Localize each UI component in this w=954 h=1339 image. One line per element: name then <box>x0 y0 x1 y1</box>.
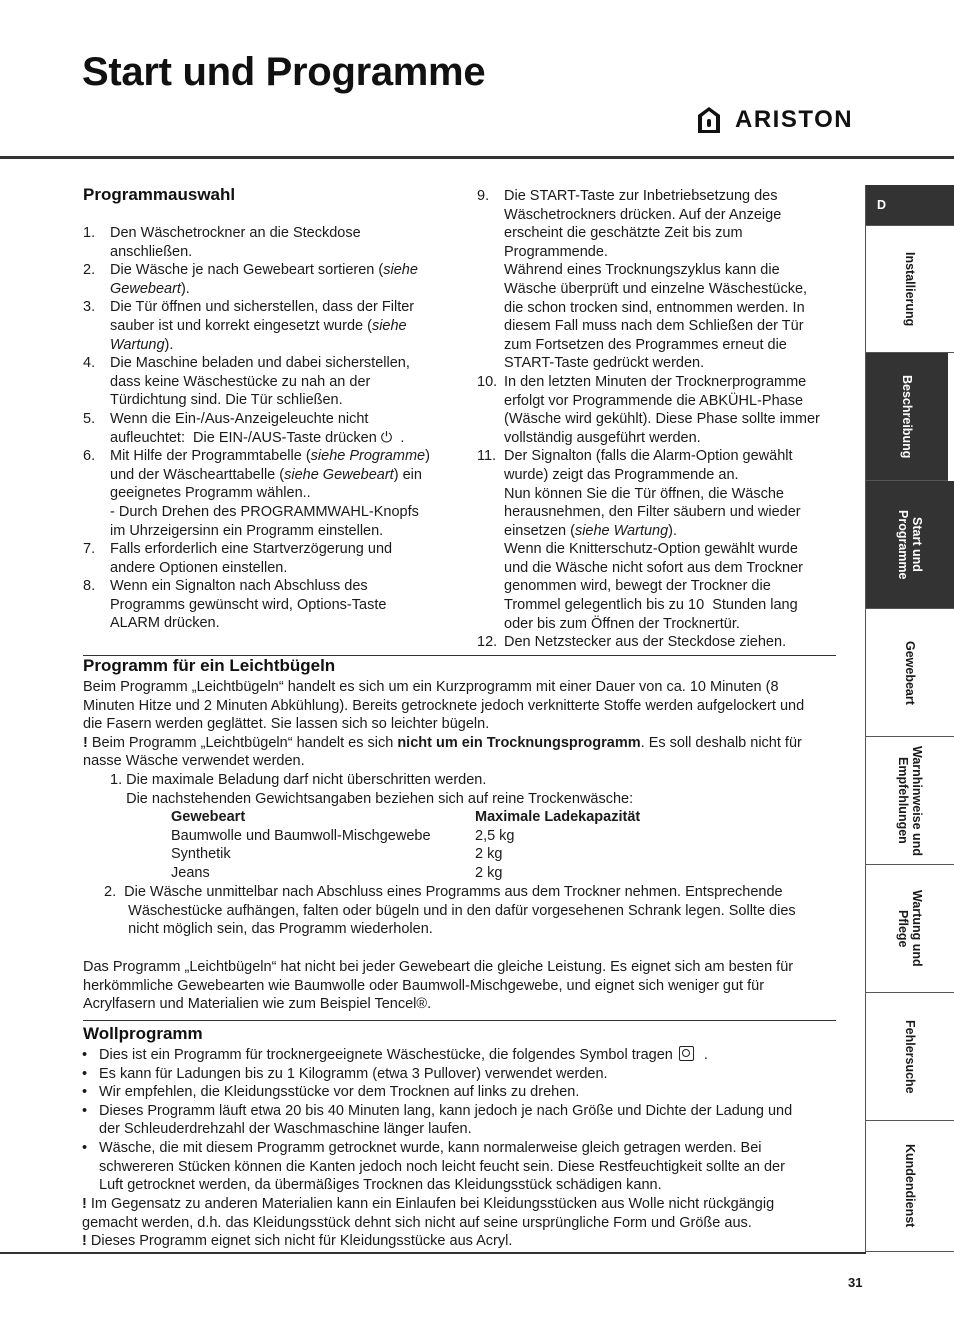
table-cell: Baumwolle und Baumwoll-Mischgewebe <box>171 827 431 844</box>
chapter-tab-label: Warnhinweise und Empfehlungen <box>896 745 924 856</box>
list-item <box>477 447 847 633</box>
table-cell: 2 kg <box>475 846 503 863</box>
chapter-tab[interactable] <box>866 185 954 226</box>
list-item-text: Die START-Taste zur Inbetriebsetzung des Wäschetrockners drücken. Auf der Anzeige erscheint die geschätzte Zeit bis zum Programmende. Während eines Trocknungszyklus kann die Wäsche überprüft und einzelne Wäschestücke, die schon trocken sind, entnommen werden. In diesem Fall muss nach dem Schließen der Tür zum Fortsetzen des Programmes erneut die START-Taste gedrückt werden. <box>504 188 808 372</box>
list-item <box>83 354 463 410</box>
list-item-number: 3. <box>83 299 96 316</box>
list-item-text: Den Wäschetrockner an die Steckdose anschließen. <box>110 225 361 260</box>
table-cell: 2 kg <box>475 864 503 881</box>
leichtbuegeln-intro: Beim Programm „Leichtbügeln“ handelt es sich um ein Kurzprogramm mit einer Dauer von ca. 10 Minuten (8 Minuten Hitze und 2 Minuten Abkühlung). Bereits getrocknete jedoch verknitterte Stoffe werden aufgelockert und die Fasern werden geglättet. Sie lassen sich so leichter bügeln. ! Beim Programm „Leichtbügeln“ handelt es sich nicht um ein Trocknungsprogramm. Es soll deshalb nicht für nasse Wäsche verwendet werden. <box>83 679 805 770</box>
table-cell: Jeans <box>171 864 210 881</box>
page-number: 31 <box>848 1275 863 1290</box>
list-item <box>477 373 847 447</box>
list-item <box>83 540 463 577</box>
section-heading-programmauswahl: Programmauswahl <box>83 185 236 204</box>
chapter-tab-label: Beschreibung <box>900 374 914 459</box>
list-item: • Wäsche, die mit diesem Programm getrocknet wurde, kann normalerweise gleich getragen werden. Bei schwereren Stücken können die Kanten jedoch noch leicht feucht sein. Diese Restfeuchtigkeit sollte an der Luft getrocknet werden, da übermäßiges Trocknen das Kleidungsstück schädigen kann. <box>82 1139 842 1195</box>
chapter-tab[interactable] <box>866 353 948 481</box>
list-item: • Dieses Programm läuft etwa 20 bis 40 Minuten lang, kann jedoch je nach Größe und Dichte der Ladung und der Schleuderdrehzahl der Waschmaschine länger laufen. <box>82 1102 842 1139</box>
list-item: • Dies ist ein Programm für trocknergeeignete Wäschestücke, die folgendes Symbol tragen . <box>82 1046 842 1065</box>
section-heading-wollprogramm: Wollprogramm <box>83 1024 203 1043</box>
chapter-tab[interactable] <box>866 226 954 353</box>
list-item <box>83 261 463 298</box>
list-item-number: 5. <box>83 410 96 427</box>
steps-right-list <box>477 187 847 652</box>
leichtbuegeln-point-2: 2. Die Wäsche unmittelbar nach Abschluss eines Programms aus dem Trockner nehmen. Entsprechende Wäschestücke aufhängen, falten oder bügeln und in den dafür vorgesehenen Schrank legen. Sollte dies nicht möglich sein, das Programm wiederholen. <box>104 884 796 938</box>
table-header-cell: Gewebeart <box>171 809 246 825</box>
section-divider <box>83 1020 836 1021</box>
list-item <box>83 410 463 447</box>
list-item-number: 7. <box>83 541 96 558</box>
chapter-tab-label: Installierung <box>903 251 917 327</box>
chapter-tab-label: Start und Programme <box>896 509 924 580</box>
list-item-text: Wenn ein Signalton nach Abschluss des Programms gewünscht wird, Options-Taste ALARM drücken. <box>110 578 387 632</box>
ariston-logo <box>697 106 853 134</box>
list-item <box>83 447 463 540</box>
chapter-tab-label: D <box>877 198 887 212</box>
list-item-text: Die Wäsche je nach Gewebeart sortieren (siehe Gewebeart). <box>110 262 418 297</box>
tumble-dry-symbol-icon <box>679 1046 694 1061</box>
list-item-text: Die Tür öffnen und sicherstellen, dass der Filter sauber ist und korrekt eingesetzt wurde (siehe Wartung). <box>110 299 415 353</box>
list-item <box>477 187 847 373</box>
chapter-tab-label: Fehlersuche <box>903 1019 917 1094</box>
wollprogramm-notes: ! Im Gegensatz zu anderen Materialien kann ein Einlaufen bei Kleidungsstücken aus Wolle nicht rückgängig gemacht werden, d.h. das Kleidungsstück dehnt sich nicht auf seine ursprüngliche Form und Größe aus. ! Dieses Programm eignet sich nicht für Kleidungsstücke aus Acryl. <box>82 1196 775 1250</box>
header-rule <box>0 156 954 159</box>
chapter-tab[interactable] <box>866 737 954 865</box>
table-header-cell: Maximale Ladekapazität <box>475 809 641 825</box>
chapter-tab[interactable] <box>866 865 954 993</box>
list-item-text: Falls erforderlich eine Startverzögerung und andere Optionen einstellen. <box>110 541 393 576</box>
power-icon: ⏻ <box>380 429 393 446</box>
list-item <box>477 633 847 652</box>
list-item <box>83 298 463 354</box>
steps-left-list <box>83 224 463 633</box>
chapter-tab-label: Gewebeart <box>903 640 917 705</box>
load-capacity-table <box>171 808 640 882</box>
house-icon <box>697 106 721 134</box>
section-heading-leichtbuegeln: Programm für ein Leichtbügeln <box>83 656 336 675</box>
list-item-text: Der Signalton (falls die Alarm-Option gewählt wurde) zeigt das Programmende an. Nun können Sie die Tür öffnen, die Wäsche herausnehmen, den Filter säubern und wieder einsetzen (siehe Wartung). Wenn die Knitterschutz-Option gewählt wurde und die Wäsche nicht sofort aus dem Trockner genommen wird, bewegt der Trockner die Trommel gelegentlich bis zu 10 Stunden lang oder bis zum Öffnen der Trocknertür. <box>504 448 804 632</box>
list-item-text: Mit Hilfe der Programmtabelle (siehe Programme) und der Wäschearttabelle (siehe Gewebeart) ein geeignetes Programm wählen.. - Durch Drehen des PROGRAMMWAHL-Knopfs im Uhrzeigersinn ein Programm einstellen. <box>110 448 430 539</box>
wollprogramm-bullet-list <box>82 1046 842 1195</box>
list-item-number: 9. <box>477 188 490 204</box>
list-item-text: In den letzten Minuten der Trocknerprogramme erfolgt vor Programmende die ABKÜHL-Phase (Wäsche wird gekühlt). Diese Phase sollte immer vollständig ausgeführt werden. <box>504 373 820 446</box>
table-cell: Synthetik <box>171 846 231 863</box>
list-item-text: Wenn die Ein-/Aus-Anzeigeleuchte nicht aufleuchtet: Die EIN-/AUS-Taste drücken ⏻ . <box>110 410 405 446</box>
chapter-tab[interactable] <box>866 609 954 737</box>
list-item-number: 2. <box>83 262 96 279</box>
list-item-number: 12. <box>477 634 498 651</box>
list-item: • Wir empfehlen, die Kleidungsstücke vor dem Trocknen auf links zu drehen. <box>82 1083 842 1102</box>
footer-rule <box>0 1252 866 1254</box>
table-row <box>171 845 640 864</box>
chapter-tab-label: Kundendienst <box>903 1144 917 1228</box>
list-item-number: 10. <box>477 373 498 390</box>
list-item-text: Die Maschine beladen und dabei sicherstellen, dass keine Wäschestücke zu nah an der Türdichtung sind. Die Tür schließen. <box>110 355 410 409</box>
chapter-tab[interactable] <box>866 481 954 609</box>
table-row <box>171 864 640 883</box>
table-cell: 2,5 kg <box>475 827 515 844</box>
list-item <box>83 224 463 261</box>
leichtbuegeln-point-1: 1. Die maximale Beladung darf nicht überschritten werden. Die nachstehenden Gewichtsangaben beziehen sich auf reine Trockenwäsche: <box>110 772 634 807</box>
list-item-number: 4. <box>83 355 96 372</box>
table-row <box>171 827 640 846</box>
list-item <box>83 577 463 633</box>
leichtbuegeln-closing: Das Programm „Leichtbügeln“ hat nicht bei jeder Gewebeart die gleiche Leistung. Es eignet sich am besten für herkömmliche Gewebearten wie Baumwolle oder Baumwoll-Mischgewebe, und eignet sich weniger gut für Acrylfasern und Materialien wie zum Beispiel Tencel®. <box>83 959 794 1013</box>
list-item-number: 11. <box>477 448 497 465</box>
brand-name: ARISTON <box>735 105 854 133</box>
list-item-number: 6. <box>83 448 96 465</box>
chapter-tab-strip <box>865 185 954 1252</box>
chapter-tab[interactable] <box>866 1121 954 1252</box>
list-item: • Es kann für Ladungen bis zu 1 Kilogramm (etwa 3 Pullover) verwendet werden. <box>82 1065 842 1084</box>
chapter-tab[interactable] <box>866 993 954 1121</box>
list-item-number: 1. <box>83 225 96 241</box>
table-header-row <box>171 808 640 827</box>
chapter-tab-label: Wartung und Pflege <box>896 890 924 967</box>
page-title: Start und Programme <box>82 50 486 94</box>
list-item-text: Den Netzstecker aus der Steckdose ziehen. <box>504 634 787 651</box>
list-item-number: 8. <box>83 578 96 595</box>
